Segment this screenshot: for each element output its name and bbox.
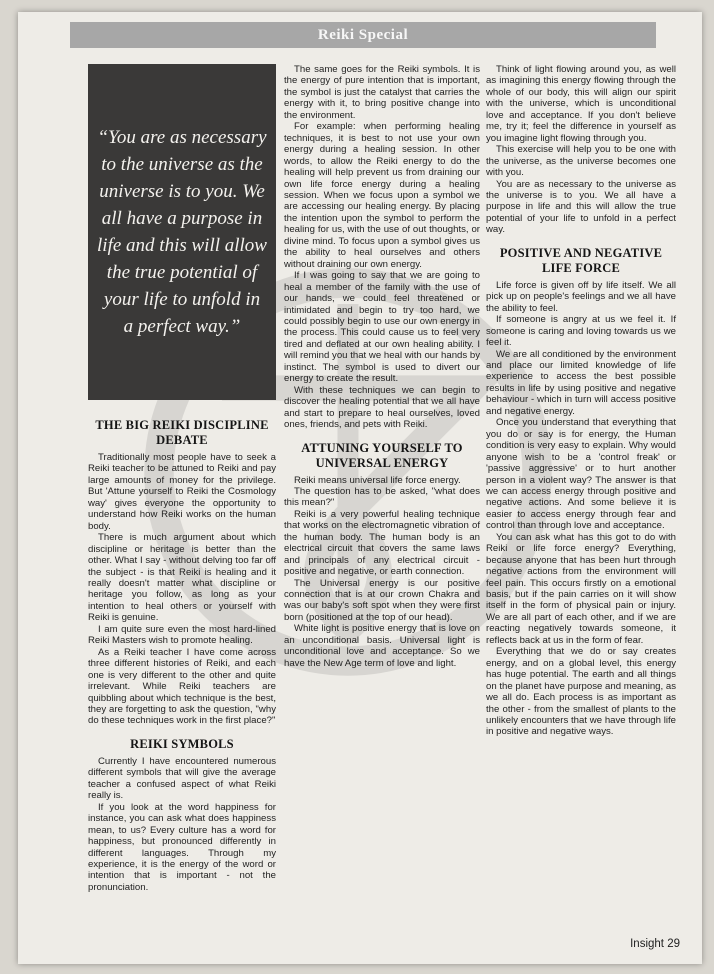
column-3 [486,64,676,738]
attuning-paragraph: White light is positive energy that is love on an unconditional basis. Universal light is unconditional love and acceptance. So we have the New Age term of love and light. [284,623,480,669]
page-number: 29 [667,938,680,950]
header-bar [70,22,656,48]
attuning-paragraph: You are as necessary to the universe as the universe is to you. We all have a purpose in life and this will allow the true potential of your life to unfold in a perfect way. [486,178,676,236]
attuning-paragraph: This exercise will help you to be one with the universe, as the universe becomes one with you. [486,144,676,179]
page-footer [630,938,680,950]
symbols-paragraph: If you look at the word happiness for instance, you can ask what does happiness mean, to us? Every culture has a word for happiness, but pronounced differently in different languages. Through my experience, it is the energy of the word or intention that is important - not the pronunciation. [88,801,276,893]
pull-quote-box [88,64,276,400]
section-title: Reiki Special [317,26,409,43]
debate-paragraph: There is much argument about which discipline or heritage is better than the other. What I say - without delving too far off the subject - is that Reiki is healing and it really doesn't matter what discipline or heritage you follow, as long as your intention to heal others or yourself with Reiki is genuine. [88,532,276,624]
debate-paragraph: As a Reiki teacher I have come across three different histories of Reiki, and each one is very different to the other and quite irrelevant. While Reiki teachers are quibbling about which technique is the best, they are forgetting to ask the question, "why do these techniques work in the first place?" [88,646,276,727]
symbols-paragraph: With these techniques we can begin to discover the healing potential that we all have and start to prepare to heal ourselves, loved ones, friends, and pets with Reiki. [284,384,480,431]
debate-paragraph: Traditionally most people have to seek a Reiki teacher to be attuned to Reiki and pay large amounts of money for the privilege. But 'Attune yourself to Reiki the Cosmology way' gives everyone the opportunity to understand how Reiki works on the human body. [88,452,276,532]
attuning-paragraph: Reiki means universal life force energy. [294,474,461,486]
life-force-paragraph: Life force is given off by life itself. We all pick up on people's feelings and we all have the ability to feel. [486,279,676,314]
life-force-paragraph: Everything that we do or say creates energy, and on a global level, this energy has huge potential. The earth and all things on the planet have purpose and meaning, as we all do. Each process is as important as the other - from the smallest of plants to the unlikely encounters that we have through life in positive and negative ways. [486,646,676,738]
symbols-paragraph: The same goes for the Reiki symbols. It is the energy of pure intention that is important, the symbol is just the catalyst that carries the energy with it, to bring positive change into the environment. [284,64,480,121]
attuning-paragraph: The question has to be asked, "what does this mean?" [284,485,480,509]
magazine-page [18,12,702,964]
magazine-name: Insight [630,938,664,950]
life-force-paragraph: Once you understand that everything that you do or say is for energy, the Human condition is very easy to explain. Why would anyone wish to be a 'control freak' or 'passive aggressive' or to hurt another person in a violent way? The answer is that we can access energy through positive and negative actions. And some believe it is easier to access energy through fear and control than through love and acceptance. [486,417,676,532]
attuning-paragraph: The Universal energy is our positive connection that is at our crown Chakra and was our baby's soft spot when they were first born (positioned at the top of our head). [284,577,480,623]
life-force-paragraph: If someone is angry at us we feel it. If someone is caring and loving towards us we feel it. [486,314,676,349]
attuning-heading: ATTUNING YOURSELF TO UNIVERSAL ENERGY [301,440,463,470]
life-force-paragraph: We are all conditioned by the environment and place our limited knowledge of life experience to access the best possible results in life by using positive and negative behaviour - which in turn will access positive and negative energy. [486,348,676,417]
symbols-paragraph: If I was going to say that we are going to heal a member of the family with the use of our hands, we could feel threatened or intimidated and begin to try too hard, we could possibly begin to use our own energy in the process. This could cause us to feel very tired and deflated at our own healing ability. I will remind you that we heal with our hands by instinct. The symbol is used to divert our energy to create the result. [284,270,480,385]
attuning-paragraph: Reiki is a very powerful healing technique that works on the electromagnetic vibration of the human body. The human body is an electrical circuit that covers the same laws and principals of any electrical circuit - positive and negative, or earth connection. [284,508,480,578]
symbols-heading: REIKI SYMBOLS [130,736,234,751]
symbols-paragraph: Currently I have encountered numerous different symbols that will give the average teacher a confused aspect of what Reiki really is. [88,755,276,802]
pull-quote: “You are as necessary to the universe as the universe is to you. We all have a purpose in life and this will allow the true potential of your life to unfold in a perfect way.” [97,127,267,337]
debate-heading: THE BIG REIKI DISCIPLINE DEBATE [95,418,269,447]
life-force-paragraph: You can ask what has this got to do with Reiki or life force energy? Everything, because anyone that has been hurt through negative actions from the environment will feel pain. This occurs firstly on a emotional basis, but if the pain carries on it will show itself in the form of physical pain or injury. We are all part of each other, and if we are reacting negatively towards someone, it reflects back at us in the form of fear. [486,531,676,646]
column-1 [88,64,276,893]
column-2 [284,64,480,669]
life-force-heading: POSITIVE AND NEGATIVE LIFE FORCE [499,245,663,275]
debate-paragraph: I am quite sure even the most hard-lined Reiki Masters wish to promote healing. [88,623,276,647]
symbols-paragraph: For example: when performing healing techniques, it is best to not use your own energy during a healing session. In other words, to allow the Reiki energy to do the healing will help prevent us from draining our own life force energy during a healing session. When we focus upon a symbol we are accessing our healing energy. By placing the intention upon the symbol to perform the healing for us, with the use of out thoughts, or divine mind. To focus upon a symbol gives us the ability to heal ourselves and others without draining our own energy. [284,121,480,270]
attuning-paragraph: Think of light flowing around you, as well as imagining this energy flowing through the whole of our body, this will align our spirit with the universe, which is unconditional love and acceptance. If you don't believe me, try it; feel the difference in yourself as you imagine light flowing through you. [486,64,676,144]
